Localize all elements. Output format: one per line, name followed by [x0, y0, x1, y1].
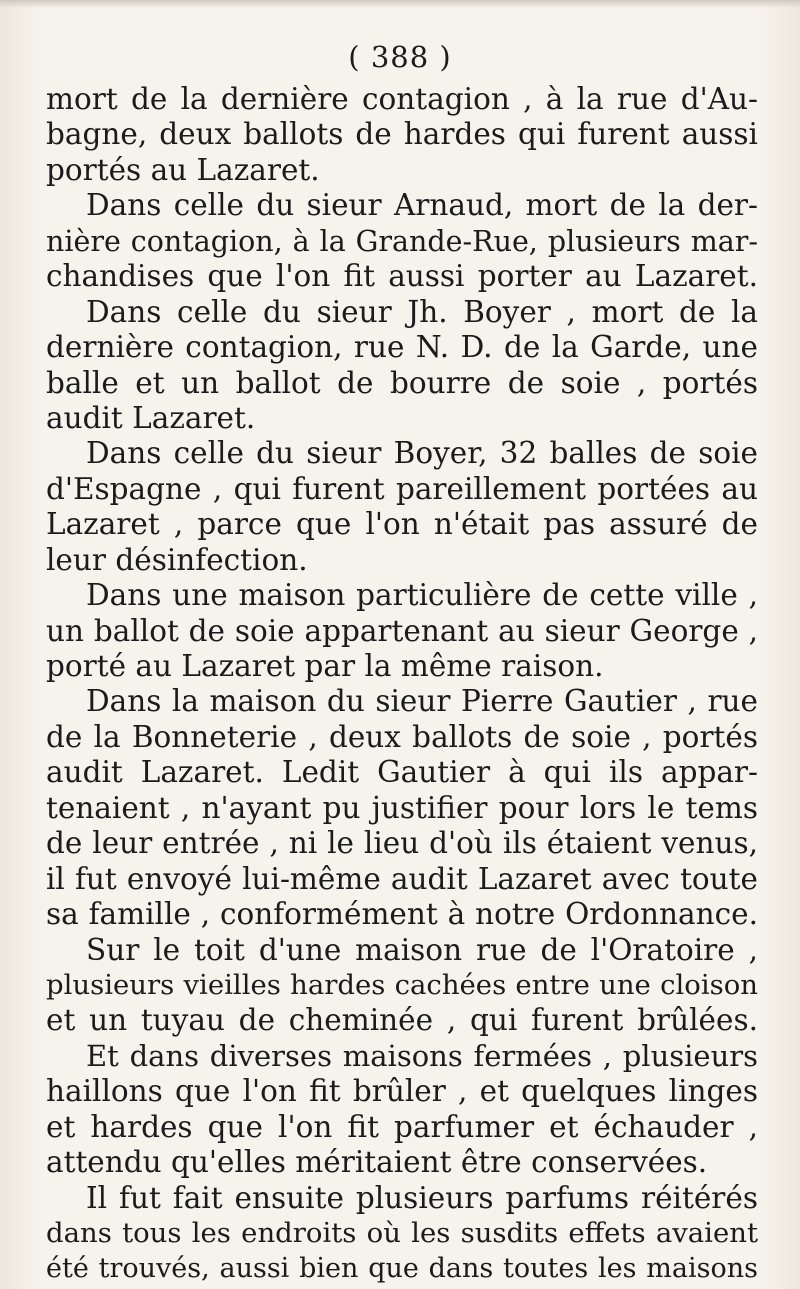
text-line: de la Bonneterie , deux ballots de soie , portés — [46, 719, 758, 754]
text-line: leur désinfection. — [46, 542, 308, 577]
text-line: Dans celle du sieur Arnaud, mort de la der- — [86, 188, 758, 223]
text-line: portés au Lazaret. — [46, 152, 320, 187]
body-text — [46, 82, 758, 1287]
text-line: d'Espagne , qui furent pareillement portées au — [46, 471, 758, 506]
text-line: attendu qu'elles méritaient être conservées. — [46, 1145, 708, 1180]
text-line: Il fut fait ensuite plusieurs parfums réitérés — [86, 1180, 758, 1215]
text-line: de leur entrée , ni le lieu d'où ils étaient venus, — [46, 826, 758, 861]
text-line: chandises que l'on fit aussi porter au Lazaret. — [46, 259, 758, 294]
text-line: plusieurs vieilles hardes cachées entre une cloison — [46, 968, 758, 1001]
text-line: balle et un ballot de bourre de soie , portés — [46, 365, 758, 400]
text-line: Dans celle du sieur Jh. Boyer , mort de la — [86, 294, 758, 329]
text-line: Dans une maison particulière de cette ville , — [86, 578, 758, 613]
text-line: haillons que l'on fit brûler , et quelques linges — [46, 1074, 758, 1109]
text-line: Lazaret , parce que l'on n'était pas assuré de — [46, 507, 758, 542]
text-line: tenaient , n'ayant pu justifier pour lors le tems — [46, 790, 758, 825]
text-line: et hardes que l'on fit parfumer et échauder , — [46, 1109, 758, 1144]
text-line: dernière contagion, rue N. D. de la Garde, une — [46, 330, 758, 365]
page-number: ( 388 ) — [348, 40, 452, 74]
text-line: Dans celle du sieur Boyer, 32 balles de soie — [86, 436, 758, 471]
text-line: il fut envoyé lui-même audit Lazaret avec toute — [46, 861, 758, 896]
text-line: audit Lazaret. Ledit Gautier à qui ils appar- — [46, 755, 758, 790]
text-line: Dans la maison du sieur Pierre Gautier , rue — [86, 684, 758, 719]
text-line: Et dans diverses maisons fermées , plusieurs — [86, 1038, 758, 1073]
text-line: bagne, deux ballots de hardes qui furent aussi — [46, 117, 758, 152]
page-edge — [0, 0, 800, 8]
text-line: nière contagion, à la Grande-Rue, plusieurs mar- — [46, 224, 758, 258]
text-line: porté au Lazaret par la même raison. — [46, 649, 604, 683]
text-line: audit Lazaret. — [46, 400, 256, 435]
text-line: été trouvés, aussi bien que dans toutes les maisons — [46, 1253, 758, 1285]
text-line: et un tuyau de cheminée , qui furent brûlées. — [46, 1003, 758, 1038]
text-line: Sur le toit d'une maison rue de l'Oratoire , — [86, 932, 758, 967]
text-line: mort de la dernière contagion , à la rue d'Au- — [46, 82, 758, 116]
text-line: un ballot de soie appartenant au sieur George , — [46, 613, 758, 648]
text-line: dans tous les endroits où les susdits effets avaient — [46, 1217, 758, 1249]
text-line: sa famille , conformément à notre Ordonnance. — [46, 897, 758, 932]
